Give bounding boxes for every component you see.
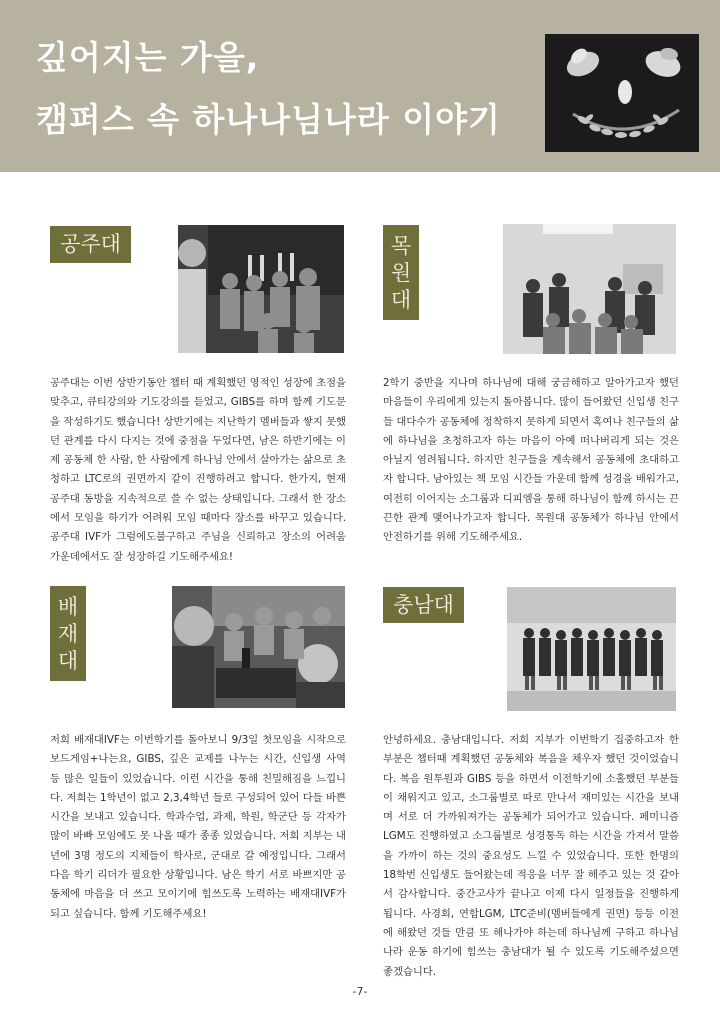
paejae-body-text: 저희 배재대IVF는 이번학기를 돌아보니 9/3일 첫모임을 시작으로 보드게임+나는요, GIBS, 깊은 교제를 나누는 시간, 신입생 사역 등 많은 일들이 있었습니다. 이런 시간을 통해 친밀해짐을 느낍니다. 저희는 1학년이 없고 2,3,4학년 들로 구성되어 있어 다들 바쁜 시간을 보내고 있습니다. 학과수업, 과제, 학원, 학군단 등 각자가 많이 바빠 모임에도 못 나올 때가 종종 있었습니다. 저희 지부는 내년에 3명 정도의 지체들이 학사로, 군대로 갈 예정입니다. 그래서 다음 학기 리더가 필요한 상황입니다. 남은 학기 서로 바쁘지만 공동체에 마음을 더 쓰고 모이기에 힘쓰도록 노력하는 배재대IVF가 되고 싶습니다. 함께 기도해주세요! — [50, 734, 346, 920]
section-label-gongju-text: 공주대 — [60, 232, 121, 256]
mokwon-body-text: 2학기 중반을 지나며 하나님에 대해 궁금해하고 알아가고자 했던 마음들이 우리에게 있는지 돌아봅니다. 많이 들어왔던 신입생 친구들 대다수가 공동체에 정착하지 못하게 되면서 혹여나 친구들의 삶에 하나님을 초청하고자 하는 마음이 아예 떠나버리게 되는 것은 아닐지 염려됩니다. 하지만 친구들을 계속해서 공동체에 초대하고자 합니다. 남아있는 책 모임 시간들 가운데 함께 성경을 배워가고, 여전히 이어지는 소그룹과 디피엠을 통해 하나님이 함께 하시는 끈끈한 관계 맺어나가고자 합니다. 목원대 공동체가 하나님 안에서 안전하기를 위해 기도해주세요. — [383, 377, 679, 544]
header-banner — [0, 0, 720, 172]
gongju-body-text: 공주대는 이번 상반기동안 챕터 때 계획했던 영적인 성장에 초점을 맞추고, 큐티강의와 기도강의를 듣었고, GIBS를 하며 함께 기도문을 작성하기도 했습니다! 상반기에는 지난학기 멤버들과 쌓지 못했던 관계를 다시 다지는 것에 중점을 두었다면, 남은 하반기에는 이제 공동체 한 사람, 한 사람에게 하나님 안에서 살아가는 삶으로 초청하고 LTC로의 권면까지 같이 진행하려고 합니다. 한가지, 현재 공주대 동방을 지속적으로 쓸 수 없는 상태입니다. 그래서 한 장소에서 모임을 하기가 어려워 모임 때마다 장소를 바꾸고 있습니다. 공주대 IVF가 그럼에도불구하고 주님을 신뢰하고 장소의 어려움 가운데에서도 잘 성장하길 기도해주세요! — [50, 377, 346, 563]
section-label-chungnam — [383, 587, 464, 623]
section-label-mokwon-char1: 목 — [390, 234, 412, 258]
paejae-group-photo — [172, 586, 345, 708]
page-title-line2: 캠퍼스 속 하나나님나라 이야기 — [36, 100, 501, 139]
section-label-paejae-char2: 재 — [57, 622, 79, 646]
page-number: -7- — [352, 985, 368, 998]
chungnam-group-photo — [507, 587, 676, 711]
section-label-paejae-char3: 대 — [57, 649, 79, 673]
section-label-paejae — [50, 586, 86, 681]
section-label-mokwon-char3: 대 — [390, 288, 412, 312]
gongju-group-photo — [178, 225, 344, 353]
mokwon-group-photo — [503, 224, 676, 354]
page-title-line1: 깊어지는 가을, — [36, 38, 260, 77]
section-label-paejae-char1: 배 — [57, 595, 79, 619]
section-label-mokwon-char2: 원 — [390, 261, 412, 285]
section-label-chungnam-text: 충남대 — [393, 593, 454, 617]
leaf-face-photo — [545, 34, 699, 152]
chungnam-body-text: 안녕하세요. 충남대입니다. 저희 지부가 이번학기 집중하고자 한 부분은 챕터때 계획했던 공동체와 복음을 채우자 했던 것이었습니다. 복음 원투원과 GIBS 등을 하면서 이전학기에 소홀했던 부분들이 채워지고 있고, 소그룹별로 따로 만나서 재미있는 시간을 보내며 서로 더 가까워져가는 공동체가 되어가고 있습니다. 페미니즘LGM도 진행하였고 소그룹별로 성경통독 하는 시간을 가져서 말씀을 가까이 하는 것의 중요성도 느낄 수 있었습니다. 또한 한명의 18학번 신입생도 들어왔는데 적응을 너무 잘 해주고 있는 것 같아서 감사합니다. 중간고사가 끝나고 이제 다시 일정들을 진행하게 됩니다. 사경회, 연합LGM, LTC준비(멤버들에게 권면) 등등 이전에 해왔던 것들 만큼 또 해나가야 하는데 하나님께 구하고 하나님나라 운동 하기에 힘쓰는 충남대가 될 수 있도록 기도해주셨으면 좋겠습니다. — [383, 734, 679, 978]
section-label-gongju — [50, 226, 131, 263]
section-label-mokwon — [383, 225, 419, 320]
